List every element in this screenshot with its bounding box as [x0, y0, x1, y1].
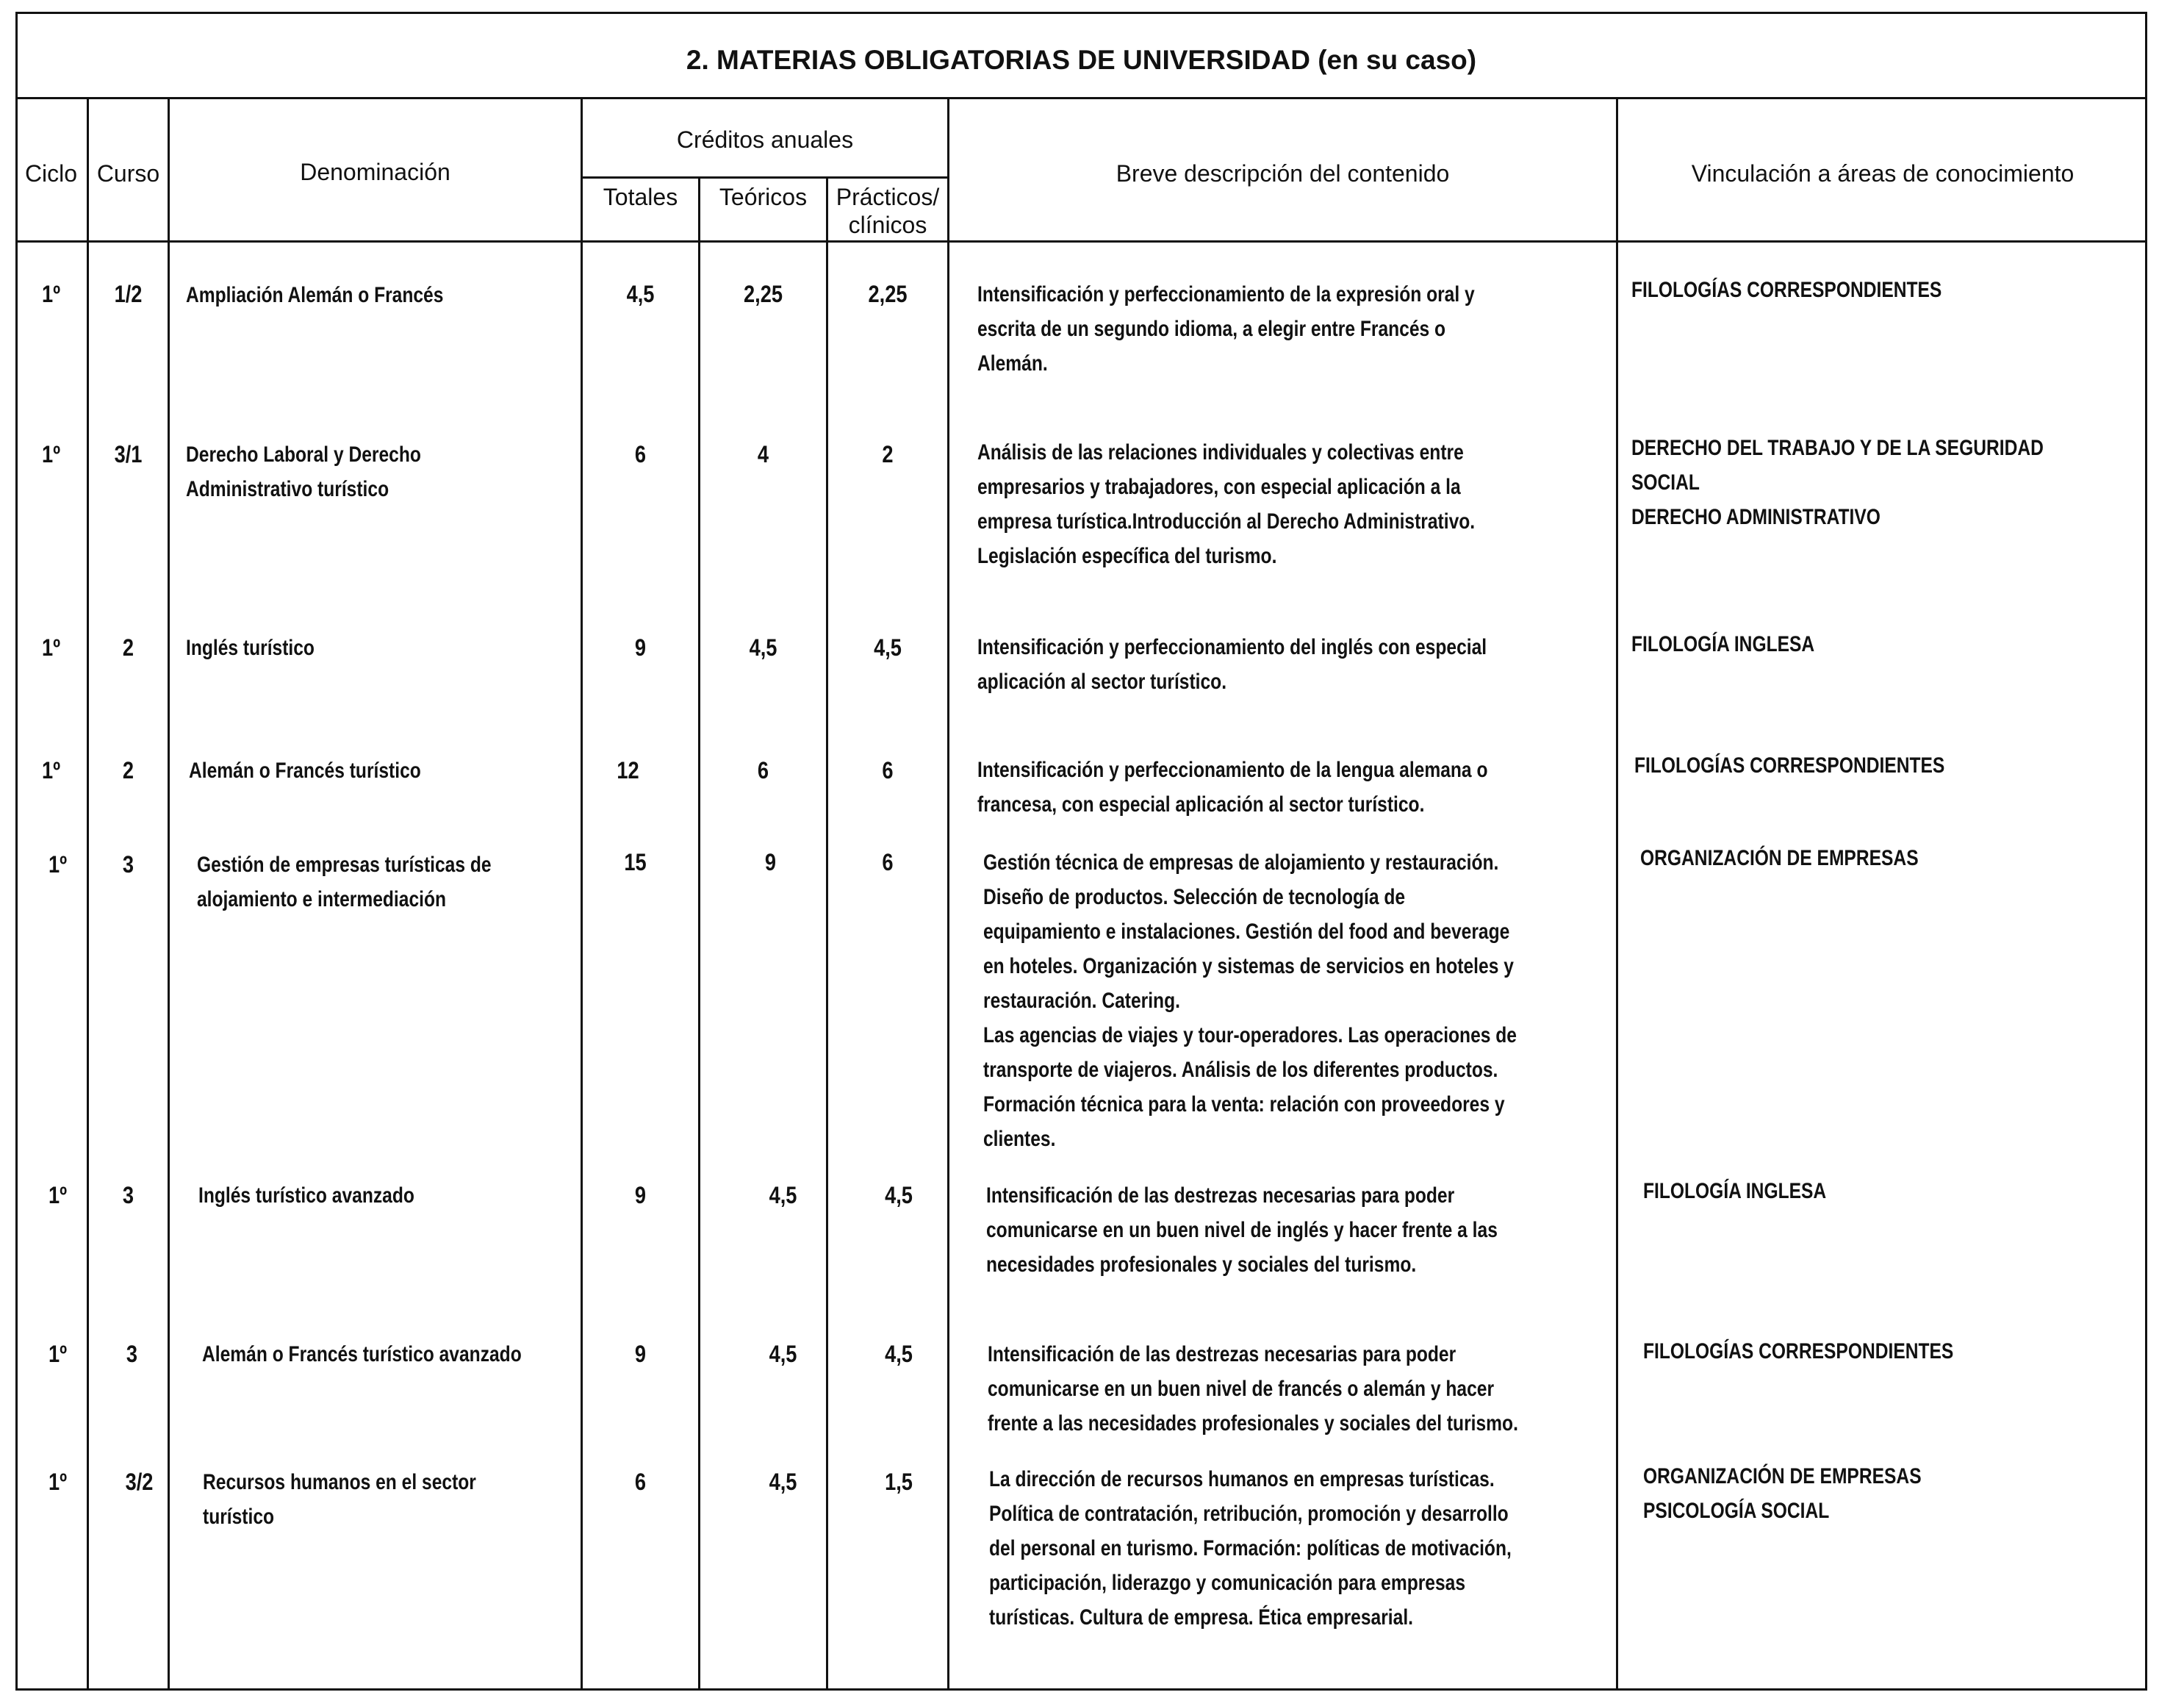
text-line: restauración. Catering.: [983, 989, 1180, 1013]
text-line: ORGANIZACIÓN DE EMPRESAS: [1643, 1464, 1922, 1488]
text-line: comunicarse en un buen nivel de francés o alemán y hacer: [988, 1377, 1495, 1401]
text-line: Las agencias de viajes y tour-operadores. Las operaciones de: [983, 1023, 1517, 1047]
header-practicos: [828, 183, 947, 239]
text-line: aplicación al sector turístico.: [977, 670, 1227, 694]
column-divider: [698, 176, 700, 1691]
cell-ciclo: 1º: [48, 851, 68, 878]
cell-curso: 3/2: [125, 1469, 154, 1495]
text-line: FILOLOGÍAS CORRESPONDIENTES: [1634, 753, 1945, 778]
text-line: turísticas. Cultura de empresa. Ética empresarial.: [989, 1605, 1413, 1630]
header-totales: Totales: [603, 184, 678, 210]
text-line: Intensificación de las destrezas necesarias para poder: [986, 1183, 1455, 1208]
cell-curso: 3: [126, 1341, 138, 1367]
header-ciclo: Ciclo: [24, 160, 78, 187]
text-line: ORGANIZACIÓN DE EMPRESAS: [1640, 846, 1919, 870]
text-line: DERECHO DEL TRABAJO Y DE LA SEGURIDAD: [1631, 436, 2044, 460]
column-divider: [1616, 97, 1618, 1691]
header-teoricos: Teóricos: [719, 184, 808, 210]
header-denominacion: Denominación: [300, 159, 450, 185]
column-divider: [826, 176, 828, 1691]
text-line: frente a las necesidades profesionales y sociales del turismo.: [988, 1411, 1518, 1436]
text-line: FILOLOGÍA INGLESA: [1643, 1179, 1827, 1203]
text-line: FILOLOGÍAS CORRESPONDIENTES: [1631, 278, 1942, 302]
text-line: Inglés turístico avanzado: [198, 1183, 414, 1208]
cell-curso: 2: [122, 757, 134, 784]
cell-vinculacion: [1631, 627, 1814, 662]
text-line: Alemán o Francés turístico avanzado: [202, 1342, 522, 1366]
cell-totales: 4,5: [626, 281, 655, 307]
cell-denominacion: [203, 1465, 476, 1534]
text-line: Intensificación y perfeccionamiento de la expresión oral y: [977, 282, 1475, 307]
cell-totales: 12: [617, 757, 639, 784]
cell-denominacion: [186, 437, 421, 506]
cell-ciclo: 1º: [41, 281, 61, 307]
cell-descripcion: [977, 753, 1487, 822]
cell-denominacion: [186, 631, 315, 665]
cell-denominacion: [186, 278, 443, 312]
cell-practicos: 4,5: [874, 634, 902, 661]
text-line: Gestión de empresas turísticas de: [197, 853, 492, 877]
text-line: empresa turística.Introducción al Derecho Administrativo.: [977, 509, 1476, 534]
text-line: Diseño de productos. Selección de tecnología de: [983, 885, 1406, 909]
cell-totales: 9: [634, 1182, 647, 1208]
header-practicos-line: clínicos: [848, 212, 927, 238]
text-line: Ampliación Alemán o Francés: [186, 283, 444, 307]
text-line: Gestión técnica de empresas de alojamiento y restauración.: [983, 850, 1499, 875]
cell-practicos: 1,5: [885, 1469, 913, 1495]
header-practicos-line: Prácticos/: [836, 184, 940, 210]
text-line: Inglés turístico: [186, 636, 315, 660]
text-line: Formación técnica para la venta: relación con proveedores y: [983, 1092, 1505, 1117]
cell-totales: 9: [634, 1341, 647, 1367]
text-line: Intensificación y perfeccionamiento del inglés con especial: [977, 635, 1487, 659]
cell-teoricos: 4,5: [769, 1469, 797, 1495]
cell-vinculacion: [1634, 748, 1944, 783]
column-divider: [581, 97, 583, 1691]
cell-teoricos: 6: [757, 757, 769, 784]
cell-vinculacion: [1640, 841, 1919, 875]
cell-practicos: 6: [882, 757, 894, 784]
cell-teoricos: 4,5: [749, 634, 777, 661]
cell-vinculacion: [1643, 1174, 1826, 1208]
cell-teoricos: 4,5: [769, 1341, 797, 1367]
column-divider: [168, 97, 170, 1691]
text-line: Intensificación y perfeccionamiento de la lengua alemana o: [977, 758, 1488, 782]
cell-curso: 3: [122, 1182, 134, 1208]
cell-practicos: 6: [882, 849, 894, 875]
text-line: equipamiento e instalaciones. Gestión del food and beverage: [983, 920, 1510, 944]
cell-teoricos: 9: [764, 849, 777, 875]
cell-descripcion: [977, 277, 1475, 381]
text-line: escrita de un segundo idioma, a elegir entre Francés o: [977, 317, 1446, 341]
header-creditos-anuales: Créditos anuales: [676, 126, 854, 153]
text-line: alojamiento e intermediación: [197, 887, 447, 911]
cell-denominacion: [202, 1337, 522, 1372]
cell-ciclo: 1º: [48, 1469, 68, 1495]
text-line: PSICOLOGÍA SOCIAL: [1643, 1499, 1830, 1523]
header-descripcion: Breve descripción del contenido: [1116, 160, 1450, 187]
cell-descripcion: [989, 1462, 1512, 1635]
cell-vinculacion: [1643, 1459, 1922, 1528]
cell-ciclo: 1º: [48, 1341, 68, 1367]
cell-vinculacion: [1631, 431, 2044, 534]
cell-totales: 6: [634, 1469, 647, 1495]
text-line: turístico: [203, 1505, 275, 1529]
credits-header-divider: [581, 176, 949, 179]
text-line: Legislación específica del turismo.: [977, 544, 1277, 568]
text-line: necesidades profesionales y sociales del turismo.: [986, 1252, 1417, 1277]
cell-totales: 6: [634, 441, 647, 467]
text-line: FILOLOGÍAS CORRESPONDIENTES: [1643, 1339, 1954, 1363]
text-line: Recursos humanos en el sector: [203, 1470, 476, 1494]
cell-curso: 1/2: [114, 281, 143, 307]
cell-curso: 3: [122, 851, 134, 878]
cell-practicos: 2: [882, 441, 894, 467]
cell-denominacion: [198, 1178, 414, 1213]
text-line: participación, liderazgo y comunicación para empresas: [989, 1571, 1466, 1595]
text-line: clientes.: [983, 1127, 1056, 1151]
cell-vinculacion: [1643, 1334, 1953, 1369]
text-line: FILOLOGÍA INGLESA: [1631, 632, 1815, 656]
column-divider: [947, 97, 949, 1691]
cell-ciclo: 1º: [48, 1182, 68, 1208]
cell-teoricos: 4: [757, 441, 769, 467]
text-line: francesa, con especial aplicación al sector turístico.: [977, 792, 1425, 817]
text-line: DERECHO ADMINISTRATIVO: [1631, 505, 1881, 529]
cell-descripcion: [977, 435, 1475, 573]
column-divider: [87, 97, 89, 1691]
cell-curso: 3/1: [114, 441, 143, 467]
cell-ciclo: 1º: [41, 757, 61, 784]
cell-vinculacion: [1631, 273, 1941, 307]
text-line: comunicarse en un buen nivel de inglés y hacer frente a las: [986, 1218, 1498, 1242]
text-line: Derecho Laboral y Derecho: [186, 442, 421, 467]
cell-descripcion: [986, 1178, 1498, 1282]
title-box: [15, 12, 2147, 97]
cell-practicos: 2,25: [868, 281, 908, 307]
cell-totales: 9: [634, 634, 647, 661]
text-line: Alemán.: [977, 351, 1048, 376]
text-line: Alemán o Francés turístico: [189, 759, 421, 783]
cell-descripcion: [988, 1337, 1518, 1441]
cell-denominacion: [197, 847, 492, 917]
text-line: Intensificación de las destrezas necesarias para poder: [988, 1342, 1456, 1366]
cell-ciclo: 1º: [41, 441, 61, 467]
text-line: empresarios y trabajadores, con especial aplicación a la: [977, 475, 1461, 499]
cell-descripcion: [983, 845, 1517, 1156]
text-line: Análisis de las relaciones individuales y colectivas entre: [977, 440, 1464, 465]
header-vinculacion: Vinculación a áreas de conocimiento: [1691, 160, 2075, 187]
text-line: Política de contratación, retribución, promoción y desarrollo: [989, 1502, 1509, 1526]
cell-ciclo: 1º: [41, 634, 61, 661]
cell-practicos: 4,5: [885, 1182, 913, 1208]
cell-teoricos: 2,25: [744, 281, 783, 307]
cell-descripcion: [977, 630, 1487, 699]
header-curso: Curso: [96, 160, 160, 187]
cell-teoricos: 4,5: [769, 1182, 797, 1208]
text-line: SOCIAL: [1631, 470, 1700, 495]
cell-practicos: 4,5: [885, 1341, 913, 1367]
header-bottom-border: [15, 240, 2147, 243]
page-title: 2. MATERIAS OBLIGATORIAS DE UNIVERSIDAD (en su caso): [686, 45, 1477, 75]
text-line: Administrativo turístico: [186, 477, 389, 501]
cell-totales: 15: [624, 849, 647, 875]
cell-denominacion: [189, 753, 421, 788]
text-line: del personal en turismo. Formación: políticas de motivación,: [989, 1536, 1512, 1560]
text-line: La dirección de recursos humanos en empresas turísticas.: [989, 1467, 1495, 1491]
text-line: en hoteles. Organización y sistemas de servicios en hoteles y: [983, 954, 1514, 978]
text-line: transporte de viajeros. Análisis de los diferentes productos.: [983, 1058, 1498, 1082]
cell-curso: 2: [122, 634, 134, 661]
